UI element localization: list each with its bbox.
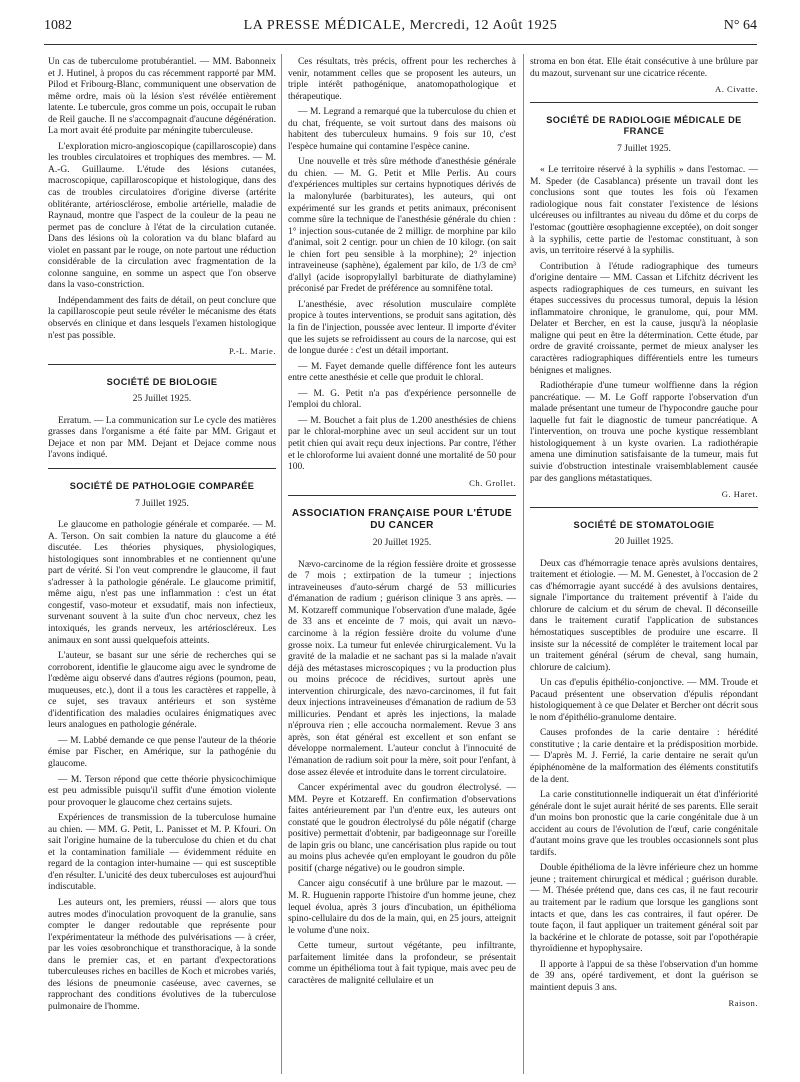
article-tumeurs-dentaires: Contribution à l'étude radiographique des tumeurs d'origine dentaire — MM. Cassan et Lifchitz décrivent les aspects radiographiques de ces tumeurs, en suivant les étapes successives du processus tumoral, depuis la lésion inflammatoire chronique, le granulome, qui, pour MM. Delater et Bercher, en est la cause, jusqu'à la néoplasie maligne qui peut en être la détermination. Cette étude, par ordre de gravité croissante, permet de mieux analyser les caractères radiographiques différentiels entre les tumeurs bénignes et malignes. [530,261,758,376]
paragraph: — M. Labbé demande ce que pense l'auteur de la théorie émise par Fischer, en Amérique, sur la pathogénie du glaucome. [48,735,276,769]
column-divider [281,54,282,1074]
article-tuberculome: Un cas de tuberculome protubérantiel. — MM. Babonneix et J. Hutinel, à propos du cas récemment rapporté par MM. Pilod et Fribourg-Blanc, communiquent une observation de même ordre, mais où la lésion s'est révélée entièrement latente. Le tubercule, gros comme un pois, occupait le ruban de Reil gauche. Il ne s'accompagnait d'aucune dégénération. La mort avait été produite par méningite tuberculeuse. [48,57,276,137]
column-3 [530,57,758,1075]
section-date: 7 Juillet 1925. [135,498,189,509]
author-signature: P.-L. Marie. [228,346,276,357]
article-goudron-electrolyse: Cancer expérimental avec du goudron électrolysé. — MM. Peyre et Kotzareff. En confirmation d'observations faites antérieurement par l'un d'entre eux, les auteurs ont constaté que le goudron électrolysé du pôle négatif (charge positive) permettait d'obtenir, par badigeonnage sur l'oreille de lapin gris ou blanc, une cancérisation plus rapide ou tout au moins plus achevée qu'en employant le goudron du pôle positif (charge négative) ou le goudron simple. [288,783,516,874]
section-title-stomatologie: SOCIÉTÉ DE STOMATOLOGIE [573,519,715,530]
section-title-biologie: SOCIÉTÉ DE BIOLOGIE [106,376,218,387]
paragraph: La carie constitutionnelle indiquerait un état d'infériorité générale dont le sujet aurait hérité de ses parents. Elle serait d'un moins bon pronostic que la carie congénitale due à un accident au cours de l'évolution de l'œuf, carie congénitale d'autant moins grave que les troubles occasionnels sont plus tardifs. [530,790,758,858]
column-divider [523,54,524,1074]
page-header [44,18,757,38]
section-rule [48,468,276,469]
author-signature: Raison. [728,998,758,1009]
header-rule [44,44,757,45]
section-rule [48,364,276,365]
paragraph: stroma en bon état. Elle était consécutive à une brûlure par du mazout, survenant sur une cicatrice récente. [530,57,758,79]
page-number: 1082 [44,18,72,33]
article-syphilis-estomac: « Le territoire réservé à la syphilis » dans l'estomac. — M. Speder (de Casablanca) présente un travail dont les conclusions sont que toutes les fois où l'examen radiologique nous fait constater l'existence de lésions ulcéreuses ou infiltrantes au niveau du dôme et du corps de l'estomac (gouttière œsophagienne exceptée), on doit songer à la syphilis, cette partie de l'estomac constituant, à son avis, un territoire réservé à la syphilis. [530,165,758,257]
article-naevo-carcinome: Nævo-carcinome de la région fessière droite et grossesse de 7 mois ; extirpation de la tumeur ; injections intraveineuses d'auto-sérum chargé de 53 millicuries d'émanation de radium ; guérison clinique 3 ans après. — M. Kotzareff communique l'observation d'une malade, âgée de 33 ans et enceinte de 7 mois, qui avait un nævo-carcinome à la région fessière droite du volume d'une grosse noix. La tumeur fut enlevée chirurgicalement. Vu la gravité de la maladie et ne sachant pas si la malade n'avait déjà des métastases microscopiques ; vu la production plus ou moins précoce de récidives, surtout après une intervention chirurgicale, des nævo-carcinomes, il fut fait deux injections intraveineuses d'émanation de radium de 53 millicuries. Pendant et après les injections, la malade n'éprouva rien ; elle accoucha normalement. Revue 3 ans après, son état général est excellent et son enfant se développe normalement. L'auteur conclut à l'innocuité de l'émanation de radium soit pour la mère, soit pour l'enfant, à dose assez élevée et introduite dans le torrent circulatoire. [288,559,516,778]
column-2 [288,57,516,1075]
section-title-pathologie-comparee: SOCIÉTÉ DE PATHOLOGIE COMPARÉE [69,480,255,491]
article-carie-dentaire: Causes profondes de la carie dentaire : hérédité constitutive ; la carie dentaire et la prédisposition morbide. — D'après M. J. Ferrié, la carie dentaire ne serait qu'un épiphénomène de la malformation des éléments constitutifs de la dent. [530,728,758,785]
section-date: 7 Juillet 1925. [617,143,671,154]
paragraph: — M. Fayet demande quelle différence font les auteurs entre cette anesthésie et celle que produit le chloral. [288,361,516,384]
article-brulure-mazout: Cancer aigu consécutif à une brûlure par le mazout. — M. R. Huguenin rapporte l'histoire d'un homme jeune, chez lequel évolua, après 3 jours d'incubation, un épithélioma spino-cellulaire du dos de la main, qui, en 25 jours, atteignit le volume d'une noix. [288,879,516,936]
article-glaucome: Le glaucome en pathologie générale et comparée. — M. A. Terson. On sait combien la nature du glaucome a été discutée. Les théories physiques, physiologiques, histologiques sont innombrables et ne contiennent qu'une part de vérité. Si l'on veut comprendre le glaucome, il faut s'adresser à la pathologie générale. Le glaucome primitif, même aigu, n'est pas une inflammation : c'est un état congestif, vaso-moteur et exsudatif, mais non infectieux, survenant souvent à la suite d'un choc nerveux, chez les intoxiqués, les grands nerveux, les artérioscléreux. Les animaux en sont aussi quelquefois atteints. [48,520,276,646]
section-date: 20 Juillet 1925. [614,537,674,548]
section-title-cancer: ASSOCIATION FRANÇAISE POUR L'ÉTUDE DU CANCER [291,508,513,532]
article-epithelioma-levre: Double épithélioma de la lèvre inférieure chez un homme jeune ; traitement chirurgical et médical ; guérison durable. — M. Thésée prétend que, dans ces cas, il ne faut recourir au traitement par le radium que lorsque les ganglions sont intacts et que, dans les cas contraires, il faut opérer. De toute façon, il faut appliquer un traitement général soit par la backérine et le chlorate de potasse, soit par l'opothérapie thyroïdienne et hypophysaire. [530,863,758,955]
article-transmission-tuberculose: Expériences de transmission de la tuberculose humaine au chien. — MM. G. Petit, L. Panisset et M. P. Kfouri. On sait l'origine humaine de la tuberculose du chien et du chat et la contamination familiale — évidemment réduite en regard de la contagion inter-humaine — qui est susceptible d'en résulter. L'unicité des deux tuberculoses est aujourd'hui indiscutable. [48,813,276,893]
article-erratum: Erratum. — La communication sur Le cycle des matières grasses dans l'organisme a été faite par MM. Grigaut et Dejace et non par MM. Dejant et Dejace comme nous l'avons indiqué. [48,415,276,461]
section-rule [288,495,516,496]
paragraph: L'auteur, se basant sur une série de recherches qui se corroborent, identifie le glaucome aigu avec le syndrome de l'œdème aigu observé dans d'autres régions (poumon, peau, muqueuses, etc.), dont il a tous les caractères et rappelle, à ce sujet, ses travaux antérieurs et son système d'identification des maladies oculaires énigmatiques avec leurs analogues en pathologie générale. [48,651,276,731]
paragraph: Il apporte à l'appui de sa thèse l'observation d'un homme de 39 ans, opéré tardivement, et dont la guérison se maintient depuis 3 ans. [530,959,758,993]
paragraph: — M. Legrand a remarqué que la tuberculose du chien et du chat, fréquente, se voit surtout dans des maisons où habitent des tuberculeux humains. 9 fois sur 10, c'est l'espèce humaine qui contamine l'espèce canine. [288,107,516,152]
section-title-radiologie: SOCIÉTÉ DE RADIOLOGIE MÉDICALE DE FRANCE [546,114,742,137]
paragraph: Cette tumeur, surtout végétante, peu infiltrante, parfaitement limitée dans la profondeur, se présentait comme un épithélioma tout à fait typique, mais avec peu de caractères de malignité cellulaire et un [288,941,516,986]
article-epulis: Un cas d'epulis épithélio-conjonctive. — MM. Troude et Pacaud présentent une observation d'épulis répondant histologiquement à ce que Delater et Bercher ont décrit sous le nom d'épithélio-granulome dentaire. [530,678,758,723]
section-rule [530,507,758,508]
paragraph: — M. Bouchet a fait plus de 1.200 anesthésies de chiens par le chloral-morphine avec un seul accident sur un tout petit chien qui avait reçu deux injections. Par contre, l'éther et le chloroforme lui avaient donné une mortalité de 50 pour 100. [288,415,516,473]
section-rule [530,102,758,103]
paragraph: Ces résultats, très précis, offrent pour les recherches à venir, notamment celles que se proposent les auteurs, un triple intérêt pathogénique, anatomopathologique et thérapeutique. [288,57,516,102]
paragraph: — M. G. Petit n'a pas d'expérience personnelle de l'emploi du chloral. [288,388,516,411]
column-1 [48,57,276,1075]
article-anesthesie-chien: Une nouvelle et très sûre méthode d'anesthésie générale du chien. — M. G. Petit et Mlle Perlis. Au cours d'expériences multiples sur certains hypnotiques dérivés de la malonylurée (barbiturates), les auteurs, qui ont expérimenté sur les grands et petits animaux, préconisent comme sûre la technique de l'anesthésie générale du chien : 1° injection sous-cutanée de 2 milligr. de morphine par kilo d'animal, soit 2 centigr. pour un chien de 10 kilogr. (on sait le chien fort peu sensible à la morphine); 2° injection intraveineuse (saphène), également par kilo, de 1/3 de cm³ d'allyl (acide isopropylallyl barbiturate de diathylamine) préconisé par Fredet de préférence au somnifène total. [288,157,516,295]
issue-number: N° 64 [723,18,757,33]
author-signature: A. Civatte. [715,84,758,95]
article-tumeur-wolffienne: Radiothérapie d'une tumeur wolffienne dans la région pancréatique. — M. Le Goff rapporte l'observation d'un malade présentant une tumeur de l'hypocondre gauche pour laquelle fut fait le diagnostic de tumeur pancréatique. A l'intervention, on trouva une poche kystique ressemblant histologiquement à un kyste ovarien. La radiothérapie amena une diminution satisfaisante de la tumeur, mais fut suivie d'obstruction intestinale vraisemblablement causée par des ganglions métastatiques. [530,381,758,484]
section-date: 25 Juillet 1925. [132,394,192,405]
author-signature: Ch. Grollet. [469,477,516,488]
paragraph: L'anesthésie, avec résolution musculaire complète propice à toutes interventions, se produit sans agitation, dès la fin de l'injection, poussée avec lenteur. Il importe d'éviter que les sujets se refroidissent au cours de la narcose, qui est de longue durée : c'est un détail important. [288,299,516,357]
article-hemorragie-avulsions: Deux cas d'hémorragie tenace après avulsions dentaires, traitement et étiologie. — M. M. Genestet, à l'occasion de 2 cas d'hémorragie ayant succédé à des avulsions dentaires, signale l'importance du traitement préventif à l'aide du chlorure de calcium et du sérum de cheval. Il déconseille dans le traitement curatif l'application de substances hémostatiques susceptibles de produire une escarre. Il insiste sur la nécessité de compléter le traitement local par un traitement général (sérum de cheval, sang humain, chlorure de calcium). [530,558,758,673]
paragraph: — M. Terson répond que cette théorie physicochimique est peu admissible puisqu'il suffit d'une émotion violente pour provoquer le glaucome chez certains sujets. [48,774,276,808]
section-date: 20 Juillet 1925. [372,538,432,549]
paragraph: Les auteurs ont, les premiers, réussi — alors que tous autres modes d'inoculation provoquent de la granulie, sans compter le danger redoutable que représente pour l'expérimentateur la méthode des pulvérisations — à créer, par les voies œsobronchique et transthoracique, à la sonde dans le premier cas, et en partant d'expectorations tuberculeuses riches en bacilles de Koch et microbes variés, des lésions de pneumonie caséeuse, avec cavernes, se rapprochant des conditions évolutives de la tuberculose pulmonaire de l'homme. [48,898,276,1012]
article-capillaroscopie: L'exploration micro-angioscopique (capillaroscopie) dans les troubles circulatoires et trophiques des membres. — M. A.-G. Guillaume. L'étude des lésions cutanées, macroscopique, capillaroscopique et histologique, dans des cas de troubles circulatoires d'origine diverse (artérite oblitérante, artériosclérose, embolie artérielle, maladie de Raynaud, montre que l'aspect de la couleur de la peau ne permet pas de conclure à l'état de la circulation cutanée. Dans des lésions où la coloration va du blanc blafard au violet en passant par le rouge, on note partout une réduction considérable de la circulation avec fragmentation de la colonne sanguine, en somme un aspect que l'on observe dans la vaso-constriction. [48,141,276,291]
journal-title: LA PRESSE MÉDICALE, Mercredi, 12 Août 1925 [243,18,558,33]
author-signature: G. Haret. [721,489,758,500]
paragraph: Indépendamment des faits de détail, on peut conclure que la capillaroscopie peut seule révéler le mécanisme des états observés en clinique et dans lesquels l'examen histologique n'est pas possible. [48,295,276,341]
